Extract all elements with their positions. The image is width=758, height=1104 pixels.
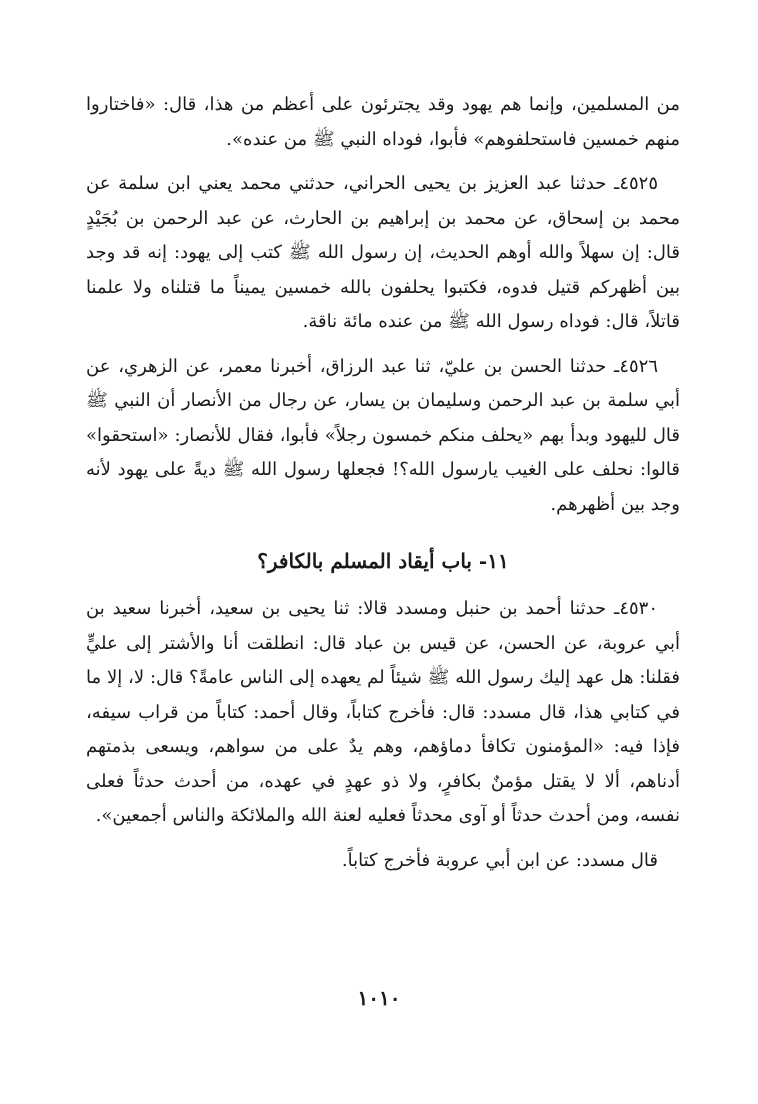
hadith-4526: ٤٥٢٦ـ حدثنا الحسن بن عليّ، ثنا عبد الرزاق، أخبرنا معمر، عن الزهري، عن أبي سلمة بن عبد الرحمن وسليمان بن يسار، عن رجال من الأنصار أن النبي ﷺ قال لليهود وبدأ بهم «يحلف منكم خمسون رجلاً» فأبوا، فقال للأنصار: «استحقوا» قالوا: نحلف على الغيب يارسول الله؟! فجعلها رسول الله ﷺ ديةً على يهود لأنه وجد بين أظهرهم. xyxy=(86,355,680,515)
page-number: ١٠١٠ xyxy=(357,986,401,1010)
hadith-4525: ٤٥٢٥ـ حدثنا عبد العزيز بن يحيى الحراني، حدثني محمد يعني ابن سلمة عن محمد بن إسحاق، عن محمد بن إبراهيم بن الحارث، عن عبد الرحمن بن بُجَيْدٍ قال: إن سهلاً والله أوهم الحديث، إن رسول الله ﷺ كتب إلى يهود: إنه قد وجد بين أظهركم قتيل فدوه، فكتبوا يحلفون بالله خمسين يميناً ما قتلناه ولا علمنا قاتلاً، قال: فوداه رسول الله ﷺ من عنده مائة ناقة. xyxy=(86,173,680,332)
chapter-heading: ١١- باب أيقاد المسلم بالكافر؟ xyxy=(257,549,509,573)
paragraph-continuation: من المسلمين، وإنما هم يهود وقد يجترئون على أعظم من هذا، قال: «فاختاروا منهم خمسين فاستحلفوهم» فأبوا، فوداه النبي ﷺ من عنده». xyxy=(86,94,680,150)
musaddad-note: قال مسدد: عن ابن أبي عروبة فأخرج كتاباً. xyxy=(341,849,658,871)
hadith-4530: ٤٥٣٠ـ حدثنا أحمد بن حنبل ومسدد قالا: ثنا يحيى بن سعيد، أخبرنا سعيد بن أبي عروبة، عن الحسن، عن قيس بن عباد قال: انطلقت أنا والأشتر إلى عليٍّ فقلنا: هل عهد إليك رسول الله ﷺ شيئاً لم يعهده إلى الناس عامةً؟ قال: لا، إلا ما في كتابي هذا، قال مسدد: قال: فأخرج كتاباً، وقال أحمد: كتاباً من قراب سيفه، فإذا فيه: «المؤمنون تكافأ دماؤهم، وهم يدٌ على من سواهم، ويسعى بذمتهم أدناهم، ألا لا يقتل مؤمنٌ بكافرٍ، ولا ذو عهدٍ في عهده، من أحدث حدثاً فعلى نفسه، ومن أحدث حدثاً أو آوى محدثاً فعليه لعنة الله والملائكة والناس أجمعين». xyxy=(86,598,680,826)
